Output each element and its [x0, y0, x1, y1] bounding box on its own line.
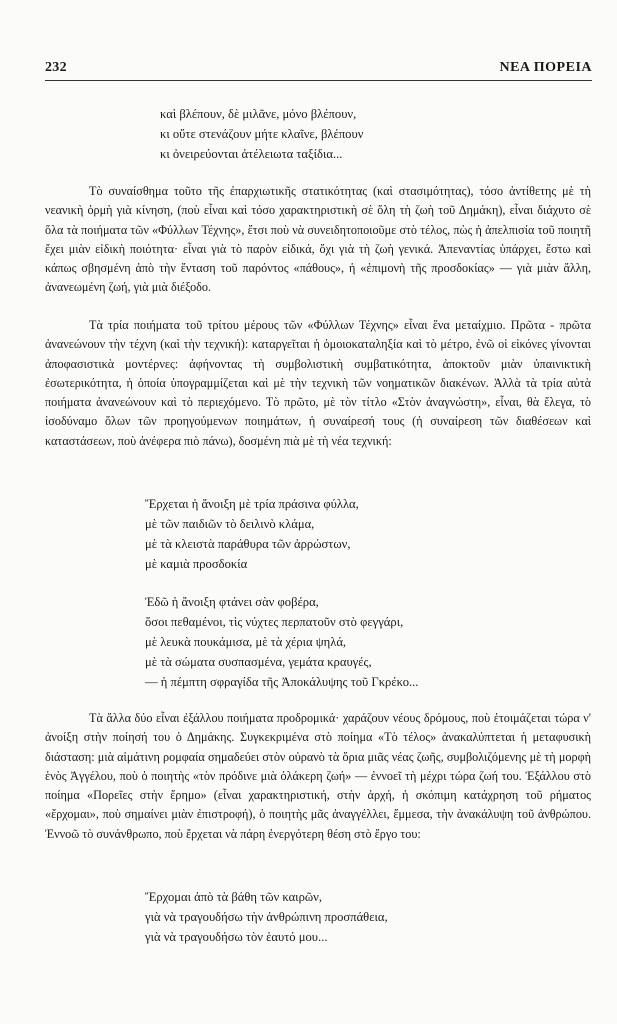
verse-line: μὲ τὰ σώματα συσπασμένα, γεμάτα κραυγές, — [145, 655, 372, 669]
page-header — [45, 60, 592, 82]
header-rule — [45, 80, 592, 81]
verse-line: Ἔρχεται ἡ ἄνοιξη μὲ τρία πράσινα φύλλα, — [145, 497, 359, 511]
verse-line: καὶ βλέπουν, δὲ μιλᾶνε, μόνο βλέπουν, — [160, 107, 357, 121]
verse-line: γιὰ νὰ τραγουδήσω τὸν ἑαυτό μου... — [145, 930, 328, 944]
verse-line: μὲ τῶν παιδιῶν τὸ δειλινὸ κλάμα, — [145, 517, 315, 531]
verse-line: κι οὔτε στενάζουν μήτε κλαῖνε, βλέπουν — [160, 127, 364, 141]
verse-line: μὲ καμιὰ προσδοκία — [145, 557, 248, 571]
verse-line: Ἐδῶ ἡ ἄνοιξη φτάνει σὰν φοβέρα, — [145, 595, 319, 609]
verse-quote-4 — [145, 887, 388, 947]
verse-line: κι ὀνειρεύονται ἀτέλειωτα ταξίδια... — [160, 147, 343, 161]
paragraph-text: Τὸ συναίσθημα τοῦτο τῆς ἐπαρχιωτικῆς στατικότητας (καὶ στασιμότητας), τόσο ἀντίθετης μὲ τὴ νεανικὴ ὁρμὴ γιὰ κίνηση, (ποὺ εἶναι καὶ τόσο χαρακτηριστικὴ σὲ ὅλη τὴ ζωὴ τοῦ Δημάκη), εἶναι διάχυτο σὲ ὅλα τὰ ποιήματα τῶν «Φύλλων Τέχνης», ἔτσι ποὺ νὰ συνειδητοποιοῦμε στὸ τέλος, πὼς ἡ ἀπελπισία τοῦ ποιητῆ ἔχει μιὰν εἰδικὴ ποιότητα· εἶναι γιὰ τὸ παρὸν εἰδικά, ὄχι γιὰ τὴ ζωὴ γενικά. Ἀπεναντίας ὑπάρχει, ἔστω καὶ κάπως σβησμένη ἀπὸ τὴν ἔνταση τοῦ παρόντος «πάθους», ἡ «ἐπιμονὴ τῆς προσδοκίας» — γιὰ μιὰν ἄλλη, ἀνανεωμένη ζωή, γιὰ μιὰ διέξοδο. — [45, 184, 591, 295]
running-head: ΝΕΑ ΠΟΡΕΙΑ — [499, 60, 592, 75]
paragraph-3 — [45, 709, 591, 844]
verse-quote-1 — [160, 104, 363, 164]
paragraph-1 — [45, 182, 591, 298]
verse-line: γιὰ νὰ τραγουδήσω τὴν ἀνθρώπινη προσπάθεια, — [145, 910, 388, 924]
paragraph-text: Τὰ ἄλλα δύο εἶναι ἐξάλλου ποιήματα προδρομικά· χαράζουν νέους δρόμους, ποὺ ἑτοιμάζεται τώρα ν' ἀνοίξη στὴν ποίησή του ὁ Δημάκης. Συγκεκριμένα στὸ ποίημα «Τὸ τέλος» ἀνακαλύπτεται ἡ μεταφυσικὴ διάσταση: μιὰ αἱμάτινη ρομφαία σημαδεύει στὸν οὐρανὸ τὰ ὅρια μιᾶς νέας ζωῆς, συμβολιζόμενης μὲ τὴ μορφὴ ἑνὸς Ἀγγέλου, ποὺ ὁ ποιητὴς «τὸν πρόδινε μιὰ ὁλάκερη ζωή» — ἐννοεῖ τὴ μέχρι τώρα ζωή του. Ἐξάλλου στὸ ποίημα «Πορεῖες στὴν ἔρημο» (εἶναι χαρακτηριστική, στὴν ἀρχή, ἡ σκόπιμη κατάχρηση τοῦ ρήματος «ἔρχομαι», ποὺ σημαίνει μιὰν ἐπιστροφή), ὁ ποιητὴς μᾶς ἀναγγέλλει, ἔμμεσα, τὴν ἀνακάλυψη τοῦ ἀνθρώπου. Ἐννοῶ τὸ συνάνθρωπο, ποὺ ἔρχεται νὰ πάρη ἐνεργότερη θέση στὸ ἔργο του: — [45, 711, 591, 841]
paragraph-2 — [45, 316, 591, 451]
verse-line: Ἔρχομαι ἀπὸ τὰ βάθη τῶν καιρῶν, — [145, 890, 322, 904]
verse-quote-2 — [145, 494, 359, 574]
verse-line: μὲ λευκὰ πουκάμισα, μὲ τὰ χέρια ψηλά, — [145, 635, 347, 649]
verse-line: μὲ τὰ κλειστὰ παράθυρα τῶν ἀρρώστων, — [145, 537, 351, 551]
paragraph-text: Τὰ τρία ποιήματα τοῦ τρίτου μέρους τῶν «Φύλλων Τέχνης» εἶναι ἕνα μεταίχμιο. Πρῶτα - πρῶτα ἀνανεώνουν τὴν τέχνη (καὶ τὴν τεχνική): καταργεῖται ἡ ὁμοιοκαταληξία καὶ τὸ μέτρο, ἐνῶ οἱ εἰκόνες γίνονται ἀποφασιστικὰ μοντέρνες: ἀφήνοντας τὴ συμβολιστικὴ συμβατικότητα, ἀποκτοῦν μιὰν ὑπαινικτικὴ ἐσωτερικότητα, ἡ ὁποία ὑπογραμμίζεται καὶ μὲ τὴν τεχνικὴ τῶν νοηματικῶν διακένων. Ἀλλὰ τὰ τρία αὐτὰ ποιήματα ἀνανεώνουν καὶ τὸ περιεχόμενο. Τὸ πρῶτο, μὲ τὸν τίτλο «Στὸν ἀναγνώστη», εἶναι, θὰ ἔλεγα, τὸ ἰσοδύναμο ὅλων τῶν προηγούμενων ποιημάτων, ἡ συναίρεσή τους (ἡ συναίρεση τῶν διαθέσεων καὶ καταστάσεων, ποὺ ἀνέφερα πιὸ πάνω), δοσμένη πιὰ μὲ τὴ νέα τεχνική: — [45, 318, 591, 448]
verse-line: — ἡ πέμπτη σφραγίδα τῆς Ἀποκάλυψης τοῦ Γκρέκο... — [145, 675, 419, 689]
verse-line: ὅσοι πεθαμένοι, τὶς νύχτες περπατοῦν στὸ φεγγάρι, — [145, 615, 404, 629]
page-number: 232 — [45, 60, 67, 75]
verse-quote-3 — [145, 592, 418, 692]
